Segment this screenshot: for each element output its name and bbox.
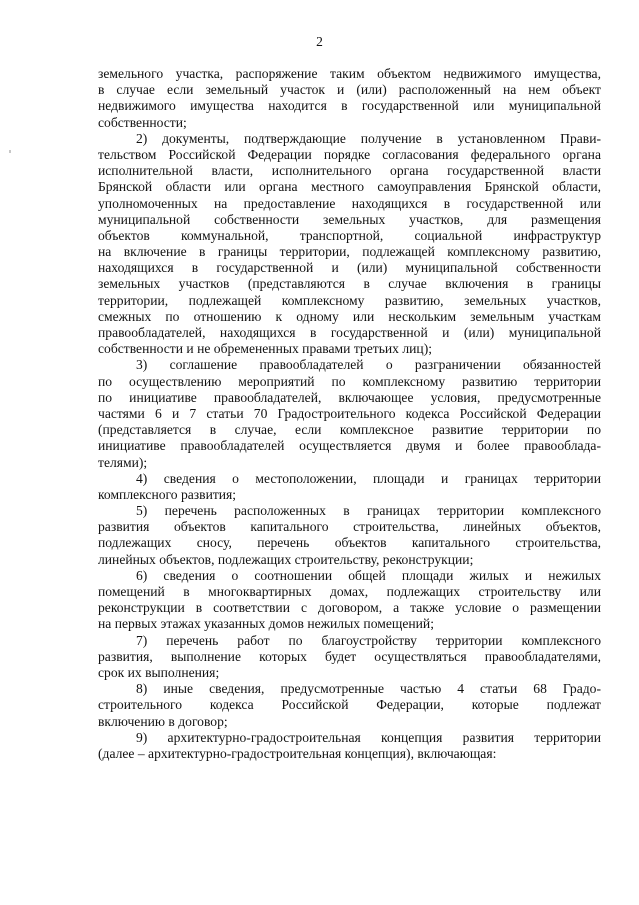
text-line: развития объектов капитального строительства, линейных объектов, (98, 519, 601, 535)
text-line: смежных по отношению к одному или нескольким земельным участкам (98, 308, 601, 324)
text-line: земельных участков (представляются в случае включения в границы (98, 276, 601, 292)
paragraph-start-line: 5) перечень расположенных в границах территории комплексного (136, 503, 601, 519)
text-line: правообладателей, находящихся в государственной и (или) муниципальной (98, 325, 601, 340)
paragraph-start-line: 9) архитектурно-градостроительная концепция развития территории (136, 729, 601, 745)
text-line: по осуществлению мероприятий по комплексному развитию территории (98, 373, 601, 389)
text-line: территории, подлежащей комплексному развитию, земельных участков, (98, 292, 601, 308)
text-line: находящихся в государственной и (или) муниципальной собственности (98, 260, 601, 276)
text-line: реконструкции в соответствии с договором, а также условие о размещении (98, 600, 601, 616)
page-number: 2 (316, 34, 323, 49)
text-line: на первых этажах указанных домов нежилых помещений; (98, 616, 434, 632)
text-line: линейных объектов, подлежащих строительству, реконструкции; (98, 551, 474, 567)
text-line: исполнительной власти, исполнительного органа государственной власти (98, 163, 601, 179)
text-line: подлежащих сносу, перечень объектов капитального строительства, (98, 535, 601, 551)
paragraph-start-line: 3) соглашение правообладателей о разграничении обязанностей (136, 357, 601, 373)
text-line: в случае если земельный участок и (или) расположенный на нем объект (98, 82, 601, 98)
text-line: тельством Российской Федерации порядке согласования федерального органа (98, 146, 601, 162)
text-line: срок их выполнения; (98, 664, 220, 680)
scan-artifact (9, 150, 11, 153)
paragraph-start-line: 8) иные сведения, предусмотренные частью 4 статьи 68 Градо- (136, 681, 601, 697)
text-line: собственности и не обремененных правами третьих лиц); (98, 341, 433, 357)
text-line: уполномоченных на предоставление находящихся в государственной или (98, 195, 601, 211)
text-line: (далее – архитектурно-градостроительная концепция), включающая: (98, 745, 497, 761)
text-line: муниципальной собственности земельных участков, для размещения (98, 211, 601, 227)
text-line: по инициативе правообладателей, включающее условия, предусмотренные (98, 389, 601, 405)
text-line: частями 6 и 7 статьи 70 Градостроительного кодекса Российской Федерации (98, 405, 601, 421)
document-body (98, 66, 601, 762)
text-line: Брянской области или органа местного самоуправления Брянской области, (98, 179, 601, 195)
text-line: телями); (98, 454, 148, 470)
text-line: развития, выполнение которых будет осуществляться правообладателями, (98, 648, 601, 664)
paragraph-start-line: 6) сведения о соотношении общей площади жилых и нежилых (136, 567, 601, 583)
text-line: помещений в многоквартирных домах, подлежащих строительству или (98, 584, 601, 599)
text-line: недвижимого имущества находится в государственной или муниципальной (98, 98, 601, 114)
text-line: включению в договор; (98, 713, 228, 729)
paragraph-start-line: 4) сведения о местоположении, площади и границах территории (136, 470, 601, 486)
text-line: объектов коммунальной, транспортной, социальной инфраструктур (98, 227, 601, 243)
text-line: инициативе правообладателей осуществляется двумя и более правооблада- (98, 438, 601, 454)
text-line: собственности; (98, 114, 187, 130)
text-line: (представляется в случае, если комплексное развитие территории по (98, 422, 601, 438)
text-line: комплексного развития; (98, 486, 237, 502)
text-line: на включение в границы территории, подлежащей комплексному развитию, (98, 244, 601, 260)
paragraph-start-line: 2) документы, подтверждающие получение в установленном Прави- (136, 130, 601, 146)
paragraph-start-line: 7) перечень работ по благоустройству территории комплексного (136, 632, 601, 648)
text-line: земельного участка, распоряжение таким объектом недвижимого имущества, (98, 66, 601, 81)
text-line: строительного кодекса Российской Федерации, которые подлежат (98, 697, 601, 713)
